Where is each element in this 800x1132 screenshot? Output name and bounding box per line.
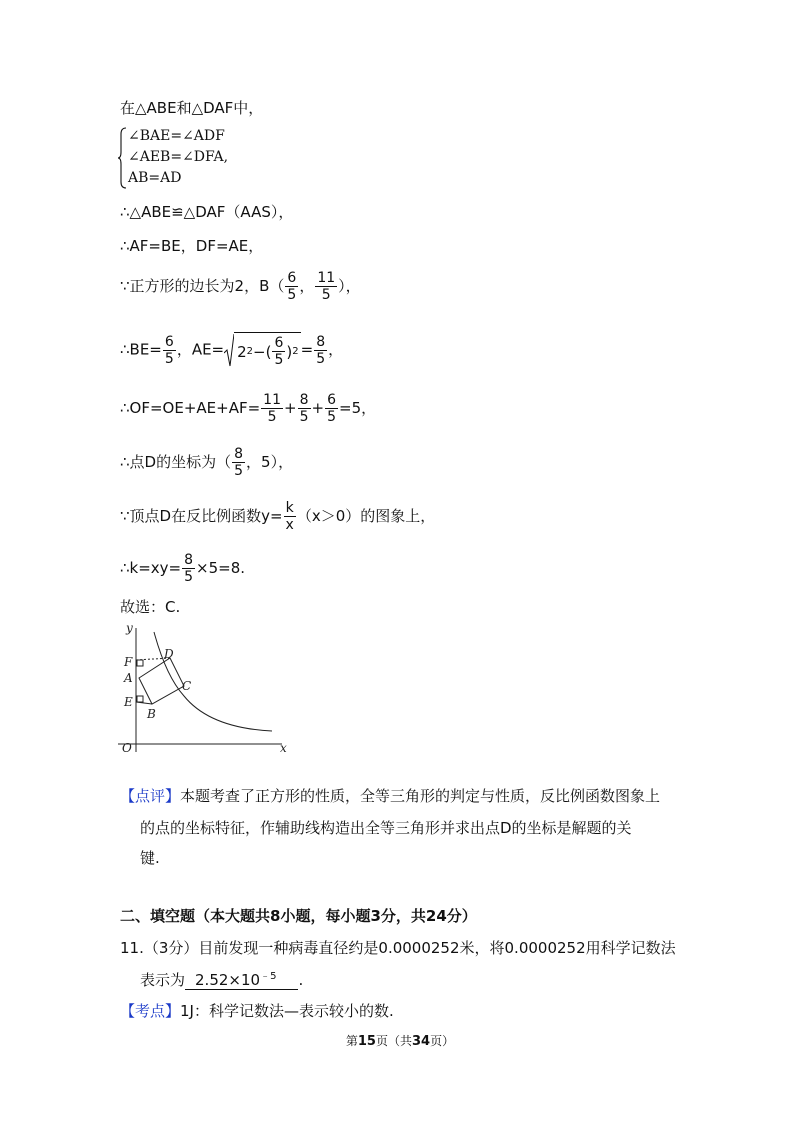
l7-pre: ∴OF=OE+AE+AF= xyxy=(120,399,261,417)
rad-a: 2 xyxy=(237,342,247,361)
label-x: x xyxy=(280,741,287,755)
page-footer xyxy=(0,1032,800,1049)
geometry-figure xyxy=(114,618,304,758)
frac-num: k xyxy=(285,500,294,516)
text-line-1: 在△ABE和△DAF中， xyxy=(120,99,264,117)
text-line-11: 故选：C. xyxy=(120,598,181,616)
comment-line-1 xyxy=(120,786,660,806)
kaodian-text: 1J：科学记数法—表示较小的数. xyxy=(180,1002,394,1020)
l5-sep: ， xyxy=(299,277,315,295)
frac-den: x xyxy=(285,517,294,533)
l7-post: =5， xyxy=(339,399,377,417)
comment-line-3: 键. xyxy=(140,849,160,867)
frac-num: 11 xyxy=(317,270,336,286)
l10-post: ×5=8. xyxy=(196,559,246,577)
brace-icon xyxy=(118,126,128,190)
l5-post: ）， xyxy=(338,277,361,295)
fraction-6-5 xyxy=(285,270,298,303)
system-row-2: ∠AEB=∠DFA, xyxy=(128,149,229,165)
text-line-8 xyxy=(120,446,293,479)
question-11-line-2 xyxy=(140,970,303,990)
right-angle-F xyxy=(137,660,143,666)
frac-num: 8 xyxy=(299,392,309,408)
fraction-k-x xyxy=(284,500,296,533)
frac-den: 5 xyxy=(164,350,174,367)
l9-post: （x＞0）的图象上， xyxy=(296,507,436,525)
l6-eq: = xyxy=(300,340,314,359)
kaodian-line xyxy=(120,1001,394,1021)
comment-text-1: 本题考查了正方形的性质，全等三角形的判定与性质，反比例函数图象上 xyxy=(180,787,661,805)
answer-value: 2.52×10 xyxy=(195,971,261,989)
frac-num: 11 xyxy=(263,392,281,408)
frac-den: 5 xyxy=(299,409,309,425)
frac-den: 5 xyxy=(234,463,244,479)
frac-den: 5 xyxy=(274,352,284,368)
fraction-6-5 xyxy=(163,334,176,367)
text-line-9 xyxy=(120,500,435,533)
square-root: 2 2 −( $\frac{6}{5}$ ) 2 xyxy=(224,332,301,368)
text-line-6 xyxy=(120,332,343,368)
label-F: F xyxy=(124,655,133,669)
footer-pre: 第 xyxy=(345,1034,358,1048)
fraction-8-5 xyxy=(314,334,327,367)
answer-blank xyxy=(185,971,298,990)
fraction-8-5 xyxy=(232,446,245,479)
question-11-line-1: 11.（3分）目前发现一种病毒直径约是0.0000252米，将0.0000252用科学记数法 xyxy=(120,939,676,957)
l5-pre: ∵正方形的边长为2，B（ xyxy=(120,277,285,295)
text-line-10 xyxy=(120,552,245,585)
system-row-1: ∠BAE=∠ADF xyxy=(128,128,225,144)
text-line-7 xyxy=(120,392,376,425)
label-C: C xyxy=(182,679,192,693)
fraction-8-5 xyxy=(298,392,311,425)
text-line-3: ∴△ABE≌△DAF（AAS）， xyxy=(120,203,294,221)
fraction-11-5 xyxy=(315,270,337,303)
q11-pre: 表示为 xyxy=(140,971,186,989)
l8-post: ，5）， xyxy=(246,453,294,471)
l7-p1: + xyxy=(284,399,297,417)
rad-b: −( xyxy=(253,342,272,361)
fraction-6-5 xyxy=(272,335,285,368)
l9-pre: ∵顶点D在反比例函数y= xyxy=(120,507,283,525)
kaodian-tag: 【考点】 xyxy=(120,1002,181,1020)
square-ABCD xyxy=(139,658,184,704)
label-B: B xyxy=(147,707,156,721)
l6-mid: ，AE= xyxy=(176,340,225,359)
frac-num: 8 xyxy=(316,333,326,350)
section-heading: 二、填空题（本大题共8小题，每小题3分，共24分） xyxy=(120,907,477,925)
frac-den: 5 xyxy=(267,409,277,425)
footer-post: 页） xyxy=(430,1034,455,1048)
frac-num: 6 xyxy=(287,270,297,286)
fraction-8-5 xyxy=(182,552,195,585)
frac-den: 5 xyxy=(327,409,336,425)
fraction-6-5 xyxy=(325,392,338,425)
equation-system xyxy=(118,126,228,190)
frac-den: 5 xyxy=(287,287,297,303)
footer-page: 15 xyxy=(357,1034,376,1049)
fraction-11-5 xyxy=(261,392,283,425)
frac-num: 8 xyxy=(184,552,194,568)
comment-tag: 【点评】 xyxy=(120,787,181,805)
q11-post: . xyxy=(298,971,304,989)
frac-den: 5 xyxy=(321,287,331,303)
frac-num: 6 xyxy=(274,335,284,351)
l7-p2: + xyxy=(311,399,325,417)
label-O: O xyxy=(122,741,132,755)
comment-line-2: 的点的坐标特征，作辅助线构造出全等三角形并求出点D的坐标是解题的关 xyxy=(140,819,632,837)
frac-den: 5 xyxy=(184,569,194,585)
radical-icon xyxy=(224,333,234,367)
label-y: y xyxy=(126,621,133,635)
text-line-4: ∴AF=BE，DF=AE， xyxy=(120,237,264,255)
l6-pre: ∴BE= xyxy=(120,340,162,359)
answer-exponent: ﹣5 xyxy=(260,971,277,982)
frac-num: 6 xyxy=(327,392,336,408)
l6-post: ， xyxy=(328,340,344,359)
label-D: D xyxy=(164,647,174,661)
frac-den: 5 xyxy=(316,350,326,367)
system-row-3: AB=AD xyxy=(128,170,182,186)
text-line-5 xyxy=(120,270,361,303)
l10-pre: ∴k=xy= xyxy=(120,559,182,577)
rad-c: ) xyxy=(286,342,293,361)
frac-num: 8 xyxy=(234,446,244,462)
frac-num: 6 xyxy=(164,333,174,350)
footer-mid: 页（共 xyxy=(375,1034,412,1048)
label-E: E xyxy=(124,695,133,709)
label-A: A xyxy=(124,671,133,685)
l8-pre: ∴点D的坐标为（ xyxy=(120,453,232,471)
footer-total: 34 xyxy=(412,1034,431,1049)
right-angle-E xyxy=(137,696,143,702)
